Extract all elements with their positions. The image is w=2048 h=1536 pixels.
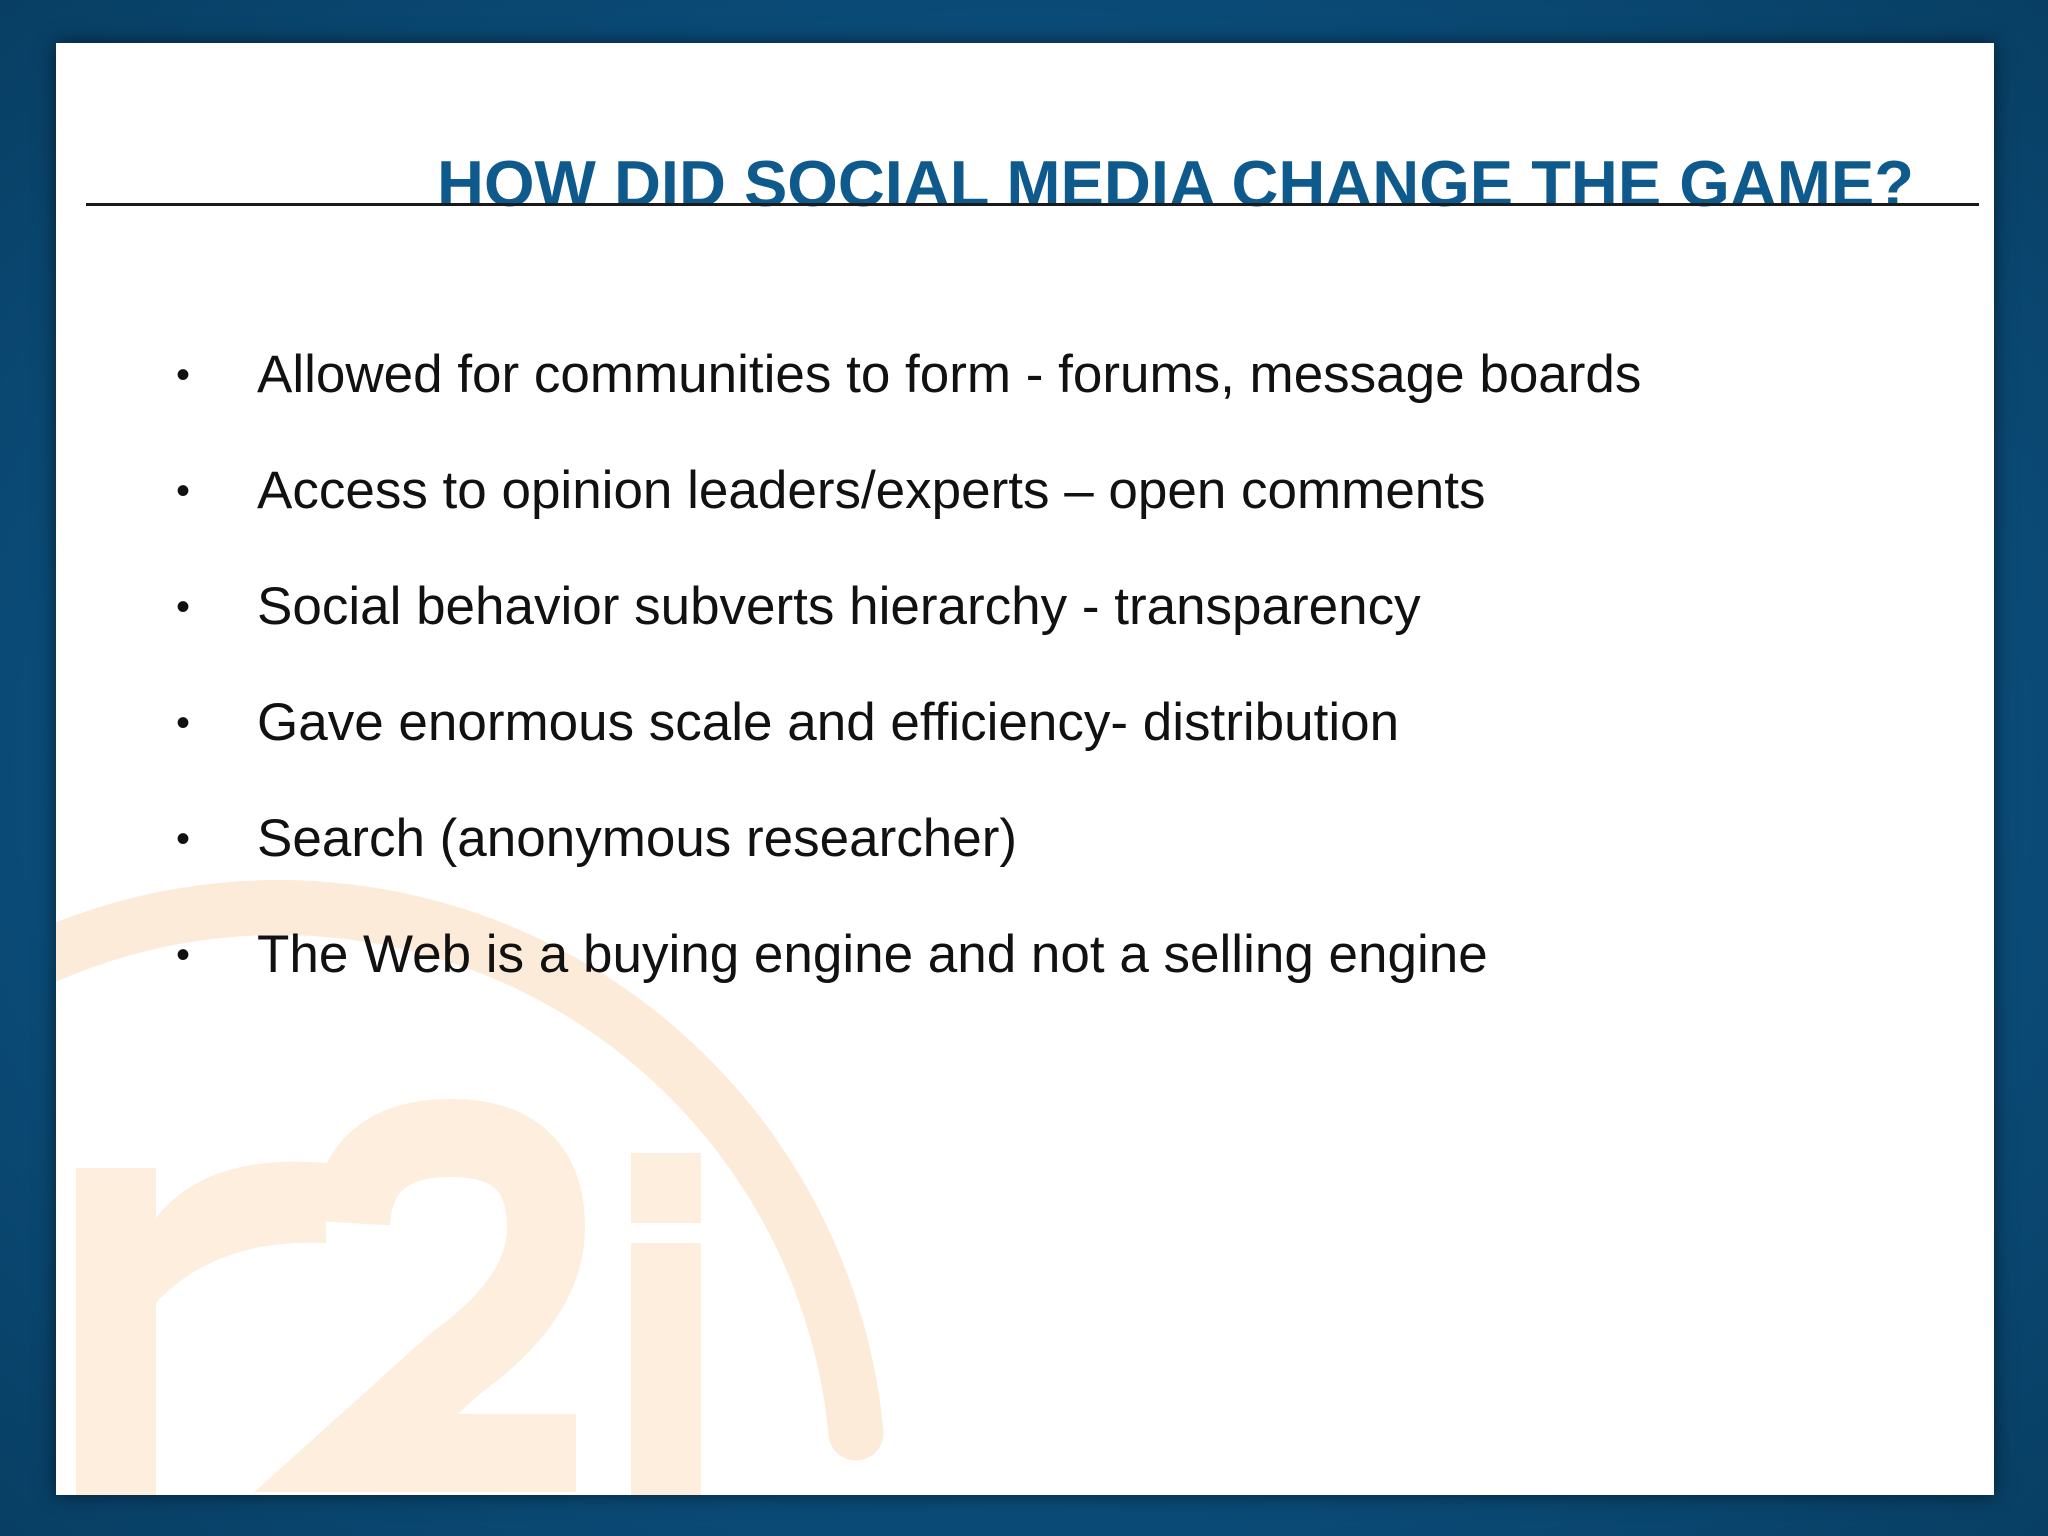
bullet-dot-icon: • <box>176 933 191 977</box>
bullet-text: Social behavior subverts hierarchy - transparency <box>257 577 1421 636</box>
watermark-digit-2 <box>351 1138 576 1453</box>
bullet-dot-icon: • <box>176 469 191 513</box>
watermark-letter-r-arm <box>156 1162 326 1303</box>
r2i-watermark-logo <box>56 43 1994 1495</box>
bullet-text: Gave enormous scale and efficiency- distribution <box>257 693 1400 752</box>
bullet-dot-icon: • <box>176 817 191 861</box>
bullet-text: Allowed for communities to form - forums, message boards <box>257 345 1642 404</box>
bullet-dot-icon: • <box>176 353 191 397</box>
bullet-text: Search (anonymous researcher) <box>257 809 1018 868</box>
bullet-dot-icon: • <box>176 585 191 629</box>
slide-canvas <box>56 43 1994 1495</box>
watermark-letter-i-dot <box>631 1153 701 1223</box>
title-divider <box>86 203 1979 206</box>
slide-title: HOW DID SOCIAL MEDIA CHANGE THE GAME? <box>437 147 1914 220</box>
watermark-letter-i-stem <box>631 1243 701 1495</box>
watermark-letter-r-stem <box>76 1168 156 1495</box>
bullet-text: Access to opinion leaders/experts – open comments <box>257 461 1486 520</box>
bullet-text: The Web is a buying engine and not a selling engine <box>257 925 1488 984</box>
bullet-dot-icon: • <box>176 701 191 745</box>
